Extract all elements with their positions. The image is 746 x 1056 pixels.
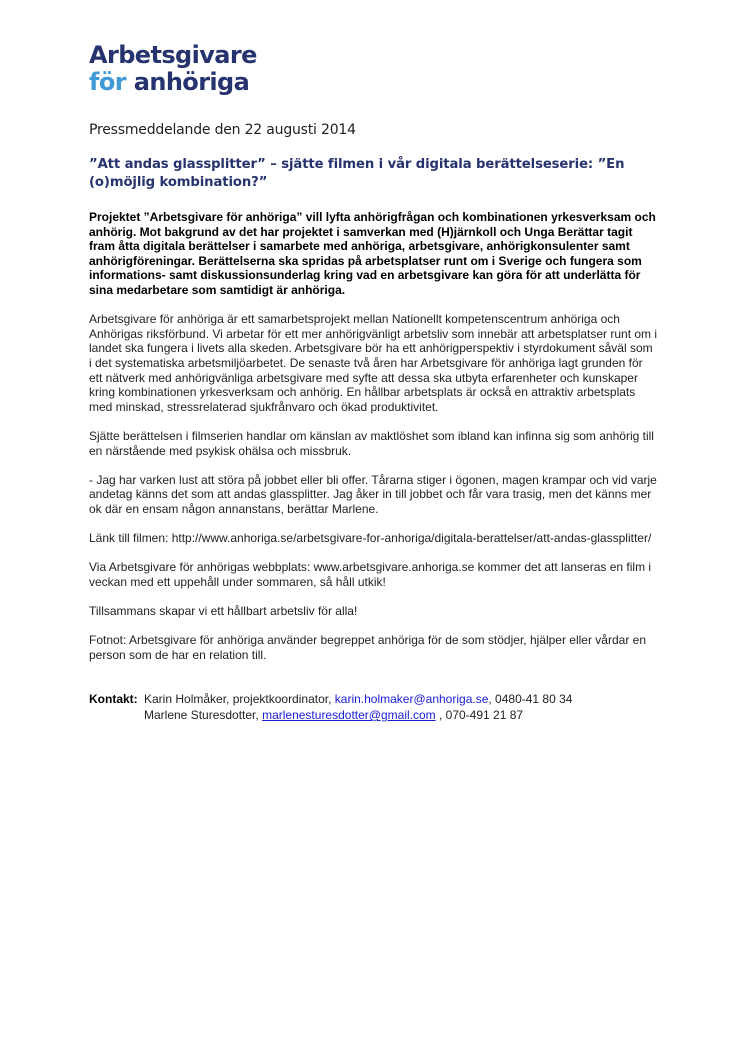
contact-label: Kontakt: [89, 692, 138, 707]
logo-line-1: Arbetsgivare [89, 41, 257, 69]
contact-2-phone: , 070-491 21 87 [435, 708, 524, 722]
contact-1-name: Karin Holmåker, projektkoordinator, [144, 692, 332, 707]
body-paragraph-about: Arbetsgivare för anhöriga är ett samarbetsprojekt mellan Nationellt kompetenscentrum anhöriga och Anhörigas riksförbund. Vi arbetar för ett mer anhörigvänligt arbetsliv som innebär att arbetsplatser runt om i landet ska fungera i livets alla skeden. Arbetsgivare bör ha ett anhörigperspektiv i styrdokument såväl som i det systematiska arbetsmiljöarbetet. De senaste två åren har Arbetsgivare för anhöriga lagt grunden för ett nätverk med anhörigvänliga arbetsgivare med syfte att dessa ska utbyta erfarenheter och kunskaper kring kombinationen yrkesverksam och anhörig. En hållbar arbetsplats är också en attraktiv arbetsplats med minskad, stressrelaterad sjukfrånvaro och ökad produktivitet. [89, 312, 658, 414]
film-link-paragraph: Länk till filmen: http://www.anhoriga.se/arbetsgivare-for-anhoriga/digitala-berattelser/att-andas-glassplitter/ [89, 531, 652, 546]
contact-2-name: Marlene Sturesdotter, [144, 708, 259, 722]
logo-line-2 [89, 69, 658, 96]
logo-accent-word: för [89, 68, 126, 96]
footnote-paragraph: Fotnot: Arbetsgivare för anhöriga använder begreppet anhöriga för de som stödjer, hjälper eller vårdar en person som de har en relation till. [89, 633, 647, 662]
contact-1-phone: , 0480-41 80 34 [488, 692, 573, 707]
press-release-date: Pressmeddelande den 22 augusti 2014 [89, 122, 356, 138]
body-paragraph-quote: - Jag har varken lust att störa på jobbet eller bli offer. Tårarna stiger i ögonen, magen krampar och vid varje andetag känns det som att andas glassplitter. Jag åker in till jobbet och får vara trasig, men det känns mer ok där en ensam någon annanstans, berättar Marlene. [89, 472, 657, 516]
closing-paragraph: Tillsammans skapar vi ett hållbart arbetsliv för alla! [89, 604, 358, 619]
contact-person-1 [144, 692, 572, 708]
headline: ”Att andas glassplitter” – sjätte filmen i vår digitala berättelseserie: ”En (o)möjlig kombination?” [89, 157, 625, 190]
contact-2-email-link[interactable]: marlenesturesdotter@gmail.com [262, 708, 436, 722]
intro-paragraph: Projektet ”Arbetsgivare för anhöriga” vill lyfta anhörigfrågan och kombinationen yrkesverksam och anhörig. Mot bakgrund av det har projektet i samverkan med (H)järnkoll och Unga Berättar tagit fram åtta digitala berättelser i samarbete med anhöriga, arbetsgivare, anhörigkonsulenter samt anhörigföreningar. Berättelserna ska spridas på arbetsplatser runt om i Sverige och fungera som informations- samt diskussionsunderlag kring vad en arbetsgivare kan göra för att underlätta för sina medarbetare som samtidigt är anhöriga. [89, 210, 656, 297]
organization-logo [89, 42, 658, 96]
contact-1-email-link[interactable]: karin.holmaker@anhoriga.se [334, 692, 489, 707]
contact-section [89, 692, 658, 723]
website-paragraph: Via Arbetsgivare för anhörigas webbplats: www.arbetsgivare.anhoriga.se kommer det att lanseras en film i veckan med ett uppehåll under sommaren, så håll utkik! [89, 560, 652, 589]
contact-row-2 [89, 708, 658, 724]
contact-row-1 [89, 692, 658, 708]
body-paragraph-story: Sjätte berättelsen i filmserien handlar om känslan av maktlöshet som ibland kan infinna sig som anhörig till en närstående med psykisk ohälsa och missbruk. [89, 428, 654, 458]
logo-main-word: anhöriga [133, 68, 250, 96]
